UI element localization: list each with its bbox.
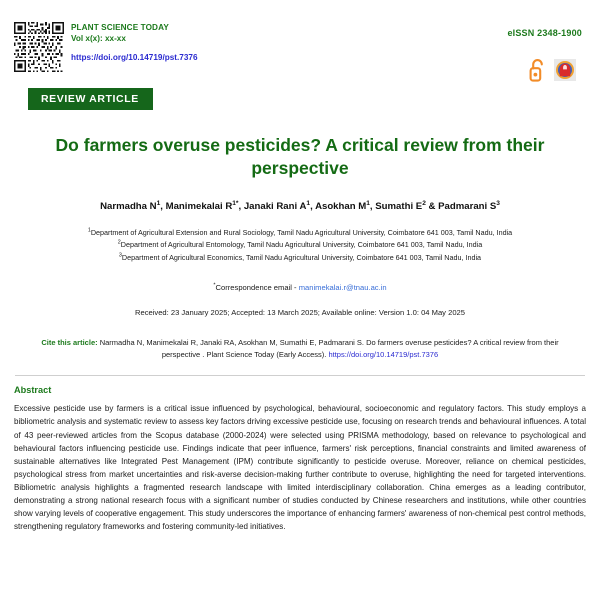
affiliation-item: $^1$Department of Agricultural Extension and Rural Sociology, Tamil Nadu Agricultural University, Coimbatore 641 003, Tamil Nadu, India bbox=[87, 227, 513, 237]
author-sep: , bbox=[160, 201, 166, 213]
citation-block bbox=[26, 337, 574, 361]
masthead-left bbox=[14, 22, 586, 72]
author-6: Padmarani $S^3$ bbox=[438, 200, 500, 213]
affiliations bbox=[24, 227, 576, 265]
author-2: Manimekalai $R^{1*}$ bbox=[165, 200, 239, 213]
journal-emblem-icon[interactable] bbox=[554, 58, 576, 82]
correspondence-label: Correspondence email - bbox=[215, 283, 297, 293]
citation-doi-link[interactable]: https://doi.org/10.14719/pst.7376 bbox=[328, 350, 439, 360]
author-sep: , bbox=[238, 201, 244, 213]
citation-label: Cite this article: bbox=[41, 338, 98, 348]
open-access-lock-icon[interactable] bbox=[529, 58, 546, 82]
author-sep: & bbox=[425, 201, 439, 213]
citation-text: Narmadha N, Manimekalai R, Janaki RA, Asokhan M, Sumathi E, Padmarani S. Do farmers overuse pesticides? A critical review from their perspective . Plant Science Today (Early Access). bbox=[99, 338, 559, 360]
eissn-label: eISSN 2348-1900 bbox=[507, 28, 582, 38]
publication-dates: Received: 23 January 2025; Accepted: 13 March 2025; Available online: Version 1.0: 04 May 2025 bbox=[135, 308, 465, 318]
page-title: Do farmers overuse pesticides? A critical review from their perspective bbox=[55, 135, 545, 179]
author-3: Janaki Rani $A^1$ bbox=[243, 200, 311, 213]
journal-doi-link[interactable]: https://doi.org/10.14719/pst.7376 bbox=[71, 52, 198, 62]
correspondence-asterisk: * bbox=[213, 282, 216, 289]
affiliation-item: $^3$Department of Agricultural Economics, Tamil Nadu Agricultural University, Coimbatore 641 003, Tamil Nadu, India bbox=[118, 252, 482, 263]
qr-code-icon bbox=[14, 22, 64, 72]
authors-line bbox=[32, 200, 568, 213]
journal-info bbox=[71, 22, 198, 66]
masthead-icons bbox=[529, 58, 576, 82]
abstract-body: Excessive pesticide use by farmers is a critical issue influenced by psychological, behavioural, socioeconomic and regulatory factors. This study employs a bibliometric analysis and systematic review to assess key factors driving excessive pesticide use, focusing on research trends and behavioural influences. A total of 43 peer-reviewed articles from the Scopus database (2000-2024) were selected using PRISMA methodology, based on relevance to psychological and behavioural factors influencing pesticide use. Findings indicate that peer influence, farmers' risk perceptions, financial constraints and limited awareness of sustainable alternatives like Integrated Pest Management (IPM) contribute significantly to pesticide overuse. Moreover, reliance on chemical pesticides, psychological stress from market uncertainties and risk-averse decision-making further contribute to overuse, highlighting the need for targeted interventions. Bibliometric analysis highlights a fragmented research landscape with limited interdisciplinary collaboration. China emerges as a leading contributor, demonstrating a strong national research focus with a significant number of studies conducted by Chinese researchers and institutions, while other countries show varying levels of cooperative engagement. This study underscores the importance of enhancing farmers' awareness of non-chemical pest control methods, strengthening regulatory frameworks and fostering community-led initiatives. bbox=[14, 404, 586, 532]
correspondence bbox=[14, 283, 586, 292]
author-5: Sumathi $E^2$ bbox=[375, 200, 426, 213]
author-sep: , bbox=[369, 201, 376, 213]
author-4: Asokhan $M^1$ bbox=[315, 200, 370, 213]
affiliation-item: $^2$Department of Agricultural Entomology, Tamil Nadu Agricultural University, Coimbatore 641 003, Tamil Nadu, India bbox=[117, 240, 483, 250]
journal-volume: Vol x(x): xx-xx bbox=[71, 33, 126, 43]
review-article-badge: REVIEW ARTICLE bbox=[28, 88, 153, 110]
section-divider bbox=[15, 375, 585, 376]
correspondence-email-link[interactable]: manimekalai.r@tnau.ac.in bbox=[298, 283, 387, 293]
journal-name: PLANT SCIENCE TODAY bbox=[71, 23, 169, 32]
author-sep: , bbox=[310, 201, 316, 213]
author-1: Narmadha $N^1$ bbox=[100, 200, 161, 213]
masthead bbox=[14, 0, 586, 104]
abstract-heading: Abstract bbox=[14, 385, 52, 396]
